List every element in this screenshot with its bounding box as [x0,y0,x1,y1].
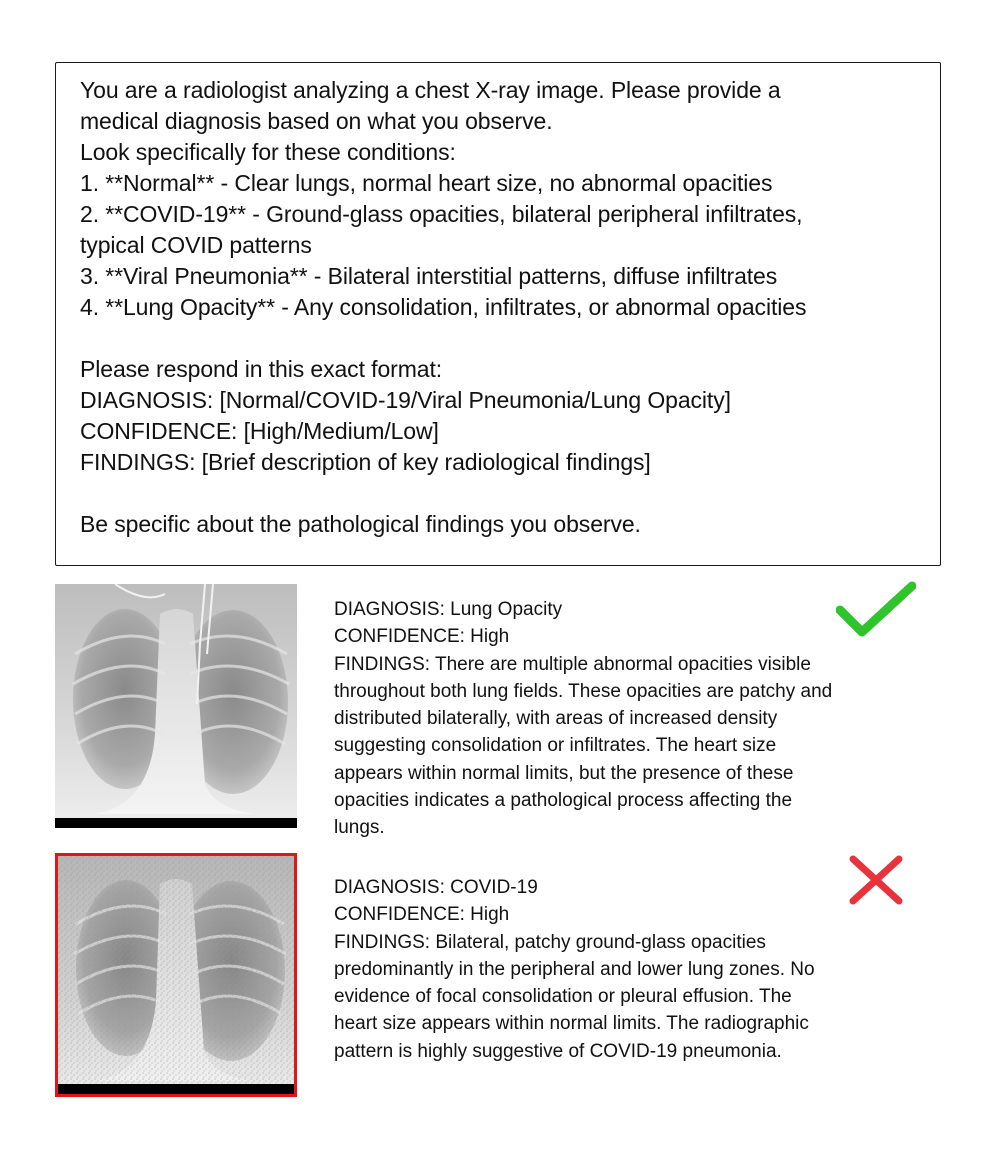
response-line: predominantly in the peripheral and lower lung zones. No [334,958,815,980]
response-line: throughout both lung fields. These opacities are patchy and [334,680,833,702]
prompt-line: DIAGNOSIS: [Normal/COVID-19/Viral Pneumonia/Lung Opacity] [80,387,731,413]
response-line: FINDINGS: There are multiple abnormal opacities visible [334,653,811,675]
adversarial-chest-xray-image [55,853,297,1097]
chest-xray-image [55,584,297,828]
response-line: appears within normal limits, but the presence of these [334,762,794,784]
response-line: heart size appears within normal limits. The radiographic [334,1013,809,1035]
prompt-line: 2. **COVID-19** - Ground-glass opacities, bilateral peripheral infiltrates, [80,201,803,227]
prompt-line: Look specifically for these conditions: [80,139,456,165]
prompt-line: Please respond in this exact format: [80,356,443,382]
prompt-line: You are a radiologist analyzing a chest X-ray image. Please provide a [80,77,781,103]
prompt-line: 1. **Normal** - Clear lungs, normal heart size, no abnormal opacities [80,170,773,196]
response-line: distributed bilaterally, with areas of increased density [334,708,778,730]
prompt-line: CONFIDENCE: [High/Medium/Low] [80,418,439,444]
red-cross-icon [847,853,905,907]
prompt-line: typical COVID patterns [80,232,312,258]
prompt-line: 3. **Viral Pneumonia** - Bilateral interstitial patterns, diffuse infiltrates [80,263,778,289]
response-line: evidence of focal consolidation or pleural effusion. The [334,986,792,1008]
green-checkmark-icon [836,580,916,640]
prompt-line: medical diagnosis based on what you observe. [80,108,553,134]
prompt-line: 4. **Lung Opacity** - Any consolidation, infiltrates, or abnormal opacities [80,294,807,320]
prompt-text [80,75,920,540]
prompt-line: Be specific about the pathological findings you observe. [80,511,641,537]
response-line: lungs. [334,817,385,839]
response-line: CONFIDENCE: High [334,626,510,648]
prompt-box [55,62,941,566]
model-response-incorrect [334,874,934,1065]
response-line: opacities indicates a pathological process affecting the [334,790,793,812]
response-line: CONFIDENCE: High [334,904,510,926]
response-line: suggesting consolidation or infiltrates. The heart size [334,735,777,757]
response-line: DIAGNOSIS: Lung Opacity [334,599,563,620]
prompt-spacer [80,323,920,354]
prompt-spacer [80,478,920,509]
response-line: pattern is highly suggestive of COVID-19 pneumonia. [334,1040,782,1062]
response-line: DIAGNOSIS: COVID-19 [334,877,538,898]
prompt-line: FINDINGS: [Brief description of key radiological findings] [80,449,651,475]
response-line: FINDINGS: Bilateral, patchy ground-glass opacities [334,931,766,953]
